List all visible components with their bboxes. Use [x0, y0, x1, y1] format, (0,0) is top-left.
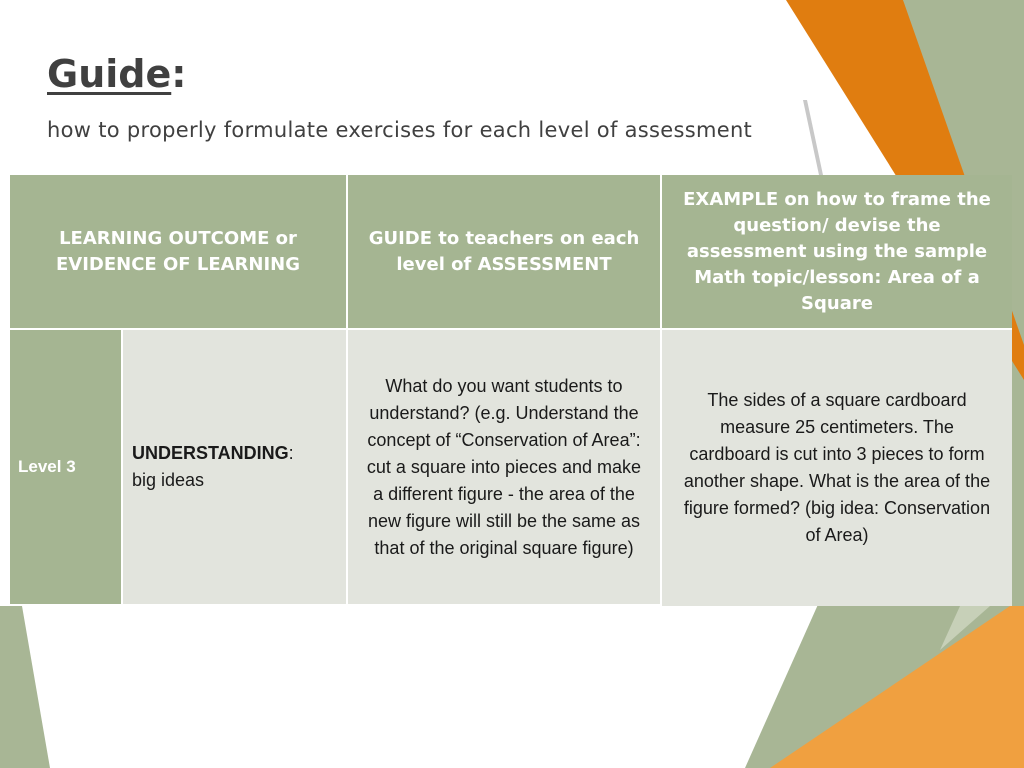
slide-subtitle: how to properly formulate exercises for each level of assessment — [47, 118, 753, 142]
level-cell — [10, 330, 123, 606]
level-label: Level 3 — [18, 457, 76, 476]
guide-cell — [348, 330, 662, 606]
outcome-description: big ideas — [132, 470, 205, 490]
header-learning-outcome-text: LEARNING OUTCOME or EVIDENCE OF LEARNING — [55, 227, 301, 275]
left-green-wedge — [0, 606, 50, 768]
slide-title-colon: : — [171, 52, 187, 96]
header-example-text: EXAMPLE on how to frame the question/ devise the assessment using the sample Math topic/lesson: Area of a Square — [683, 188, 991, 314]
header-guide — [348, 175, 662, 330]
header-learning-outcome — [10, 175, 348, 330]
thin-divider-line — [803, 100, 823, 175]
assessment-table — [10, 175, 1012, 606]
outcome-colon: : — [288, 443, 294, 463]
header-guide-text: GUIDE to teachers on each level of ASSESSMENT — [368, 227, 640, 275]
slide-title-word: Guide — [47, 52, 172, 96]
header-example — [662, 175, 1012, 330]
example-text: The sides of a square cardboard measure 25 centimeters. The cardboard is cut into 3 pieces to form another shape. What is the area of the figure formed? (big idea: Conservation of Area) — [683, 390, 991, 545]
slide-title — [47, 50, 186, 98]
outcome-cell — [123, 330, 348, 606]
outcome-keyword: UNDERSTANDING — [132, 443, 289, 463]
example-cell — [662, 330, 1012, 606]
guide-text: What do you want students to understand? (e.g. Understand the concept of “Conservation of Area”: cut a square into pieces and make a different figure - the area of the new figure will still be the same as that of the original square figure) — [366, 375, 642, 558]
outcome-text — [132, 440, 294, 494]
